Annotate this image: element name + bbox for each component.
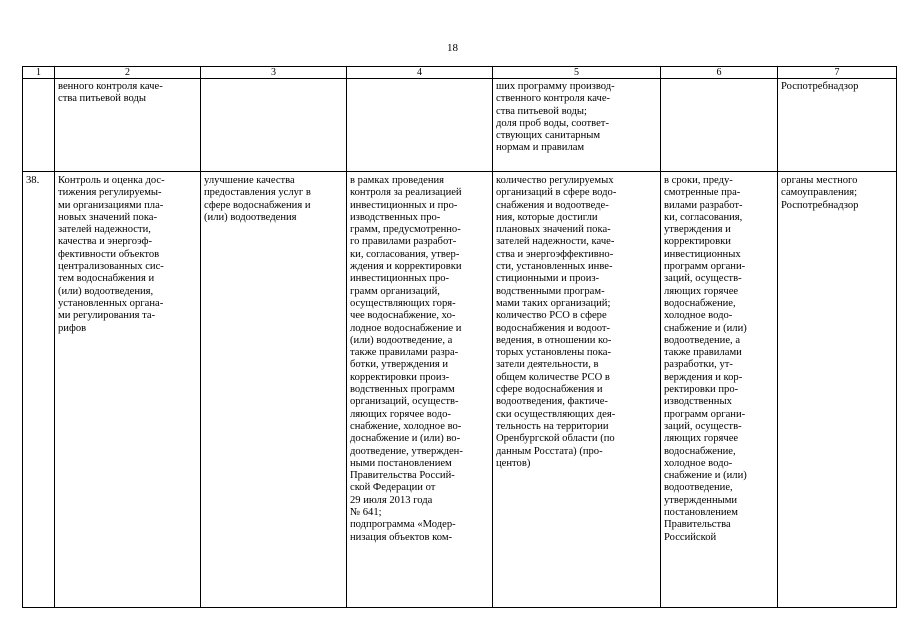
goal-cell: улучшение качества предоставления услуг в сфере водоснабжения и (или) водоотведения [201,172,347,608]
indicator-cell: количество регулируемых организаций в сфере водо- снабжения и водоотведе- ния, которые достигли плановых значений пока- зателей надежности, каче- ства и энергоэффективно- сти, установленных инве- стиционными и произ- водственными програм- мами таких организаций; количество РСО в сфере водоснабжения и водоот- ведения, в отношении ко- торых установлены пока- затели деятельности, в общем количестве РСО в сфере водоснабжения и водоотведения, фактиче- ски осуществляющих дея- тельность на территории Оренбургской области (по данным Росстата) (про- центов) [493,172,661,608]
document-table [22,66,897,608]
column-number-header: 5 [493,67,661,79]
deadline-cell [661,79,778,172]
implementation-cell [347,79,493,172]
responsible-cell: органы местного самоуправления; Роспотребнадзор [778,172,897,608]
table-header-row [23,67,897,79]
implementation-cell: в рамках проведения контроля за реализацией инвестиционных и про- изводственных про- грамм, предусмотренно- го правилами разработ- ки, согласования, утвер- ждения и корректировки инвестиционных про- грамм организаций, осуществляющих горя- чее водоснабжение, хо- лодное водоснабжение и (или) водоотведение, а также правилами разра- ботки, утверждения и корректировки произ- водственных программ организаций, осуществ- ляющих горячее водо- снабжение, холодное во- доснабжение и (или) во- доотведение, утвержден- ными постановлением Правительства Россий- ской Федерации от 29 июля 2013 года № 641; подпрограмма «Модер- низация объектов ком- [347,172,493,608]
goal-cell [201,79,347,172]
row-number-cell: 38. [23,172,55,608]
measure-name-cell: венного контроля каче- ства питьевой воды [55,79,201,172]
table-row-continuation [23,79,897,172]
deadline-cell: в сроки, преду- смотренные пра- вилами разработ- ки, согласования, утверждения и корректировки инвестиционных программ органи- заций, осуществ- ляющих горячее водоснабжение, холодное водо- снабжение и (или) водоотведение, а также правилами разработки, ут- верждения и кор- ректировки про- изводственных программ органи- заций, осуществ- ляющих горячее водоснабжение, холодное водо- снабжение и (или) водоотведение, утвержденными постановлением Правительства Российской [661,172,778,608]
indicator-cell: ших программу производ- ственного контроля каче- ства питьевой воды; доля проб воды, соответ- ствующих санитарным нормам и правилам [493,79,661,172]
row-number-cell [23,79,55,172]
column-number-header: 1 [23,67,55,79]
column-number-header: 3 [201,67,347,79]
page-number: 18 [447,42,458,54]
responsible-cell: Роспотребнадзор [778,79,897,172]
column-number-header: 6 [661,67,778,79]
column-number-header: 4 [347,67,493,79]
column-number-header: 7 [778,67,897,79]
table-row-38 [23,172,897,608]
column-number-header: 2 [55,67,201,79]
measure-name-cell: Контроль и оценка дос- тижения регулируемы- ми организациями пла- новых значений пока- зателей надежности, качества и энергоэф- фективности объектов централизованных сис- тем водоснабжения и (или) водоотведения, установленных органа- ми регулирования та- рифов [55,172,201,608]
